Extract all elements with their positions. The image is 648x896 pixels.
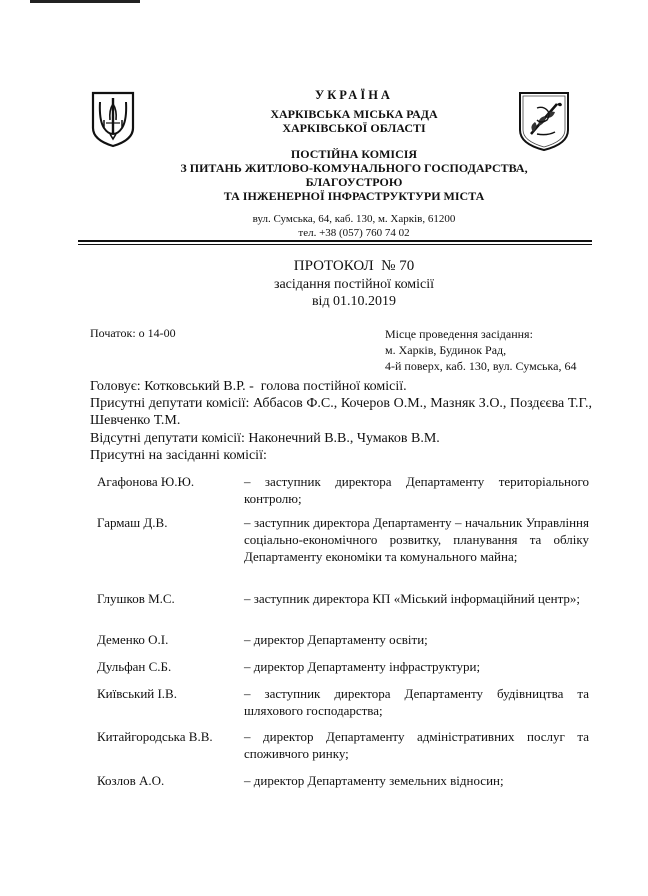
attendee-role: – директор Департаменту земельних відносин; — [244, 773, 504, 788]
header-divider-thick — [78, 240, 592, 242]
address: вул. Сумська, 64, каб. 130, м. Харків, 61200 — [252, 213, 456, 225]
commission-line-1: ПОСТІЙНА КОМІСІЯ — [290, 147, 418, 161]
attendee-name: Глушков М.С. — [97, 591, 175, 606]
header-divider-thin — [78, 244, 592, 245]
meeting-start-time: Початок: о 14-00 — [90, 326, 176, 340]
country-name: УКРАЇНА — [315, 88, 393, 102]
council-line-2: ХАРКІВСЬКОЇ ОБЛАСТІ — [282, 121, 426, 135]
phone: тел. +38 (057) 760 74 02 — [298, 227, 410, 239]
attendee-role: – заступник директора Департаменту – начальник Управління соціально-економічного розвитку, планування та обліку Департаменту економіки та комунального майна; — [244, 515, 589, 564]
venue-line-1: Місце проведення засідання: — [385, 327, 533, 341]
meeting-venue — [385, 326, 576, 374]
attendee-role: – заступник директора КП «Міський інформаційний центр»; — [244, 591, 581, 606]
attendee-name: Київський І.В. — [97, 686, 177, 701]
present-guests-label: Присутні на засіданні комісії: — [90, 448, 267, 463]
attendee-name: Деменко О.І. — [97, 632, 169, 647]
commission-line-3: БЛАГОУСТРОЮ — [305, 175, 403, 189]
top-edge-line — [30, 0, 140, 3]
commission-name — [30, 147, 648, 203]
chair-line: Головує: Котковський В.Р. - голова постійної комісії. — [90, 379, 407, 394]
attendee-name: Козлов А.О. — [97, 773, 165, 788]
attendee-name: Дульфан С.Б. — [97, 659, 172, 674]
commission-line-4: ТА ІНЖЕНЕРНОЇ ІНФРАСТРУКТУРИ МІСТА — [223, 189, 485, 203]
protocol-title: ПРОТОКОЛ № 70 — [293, 258, 415, 274]
present-deputies: Присутні депутати комісії: Аббасов Ф.С., Кочеров О.М., Мазняк З.О., Поздєєва Т.Г., Шевченко Т.М. — [90, 396, 592, 428]
council-line-1: ХАРКІВСЬКА МІСЬКА РАДА — [270, 107, 438, 121]
absent-deputies: Відсутні депутати комісії: Наконечний В.В., Чумаков В.М. — [90, 431, 440, 446]
attendee-role: – директор Департаменту інфраструктури; — [244, 659, 481, 674]
commission-line-2: З ПИТАНЬ ЖИТЛОВО-КОМУНАЛЬНОГО ГОСПОДАРСТВА, — [180, 161, 528, 175]
attendee-role: – директор Департаменту адміністративних послуг та споживчого ринку; — [244, 729, 589, 761]
attendee-name: Китайгородська В.В. — [97, 729, 213, 744]
attendee-role: – заступник директора Департаменту територіального контролю; — [244, 474, 589, 506]
venue-line-2: м. Харків, Будинок Рад, — [385, 343, 507, 357]
protocol-subtitle: засідання постійної комісії — [273, 277, 435, 292]
protocol-date: від 01.10.2019 — [311, 294, 397, 309]
attendee-name: Агафонова Ю.Ю. — [97, 474, 195, 489]
attendee-role: – директор Департаменту освіти; — [244, 632, 428, 647]
council-name — [30, 107, 648, 135]
venue-line-3: 4-й поверх, каб. 130, вул. Сумська, 64 — [385, 359, 577, 373]
attendee-role: – заступник директора Департаменту будівництва та шляхового господарства; — [244, 686, 589, 718]
attendee-name: Гармаш Д.В. — [97, 515, 168, 530]
